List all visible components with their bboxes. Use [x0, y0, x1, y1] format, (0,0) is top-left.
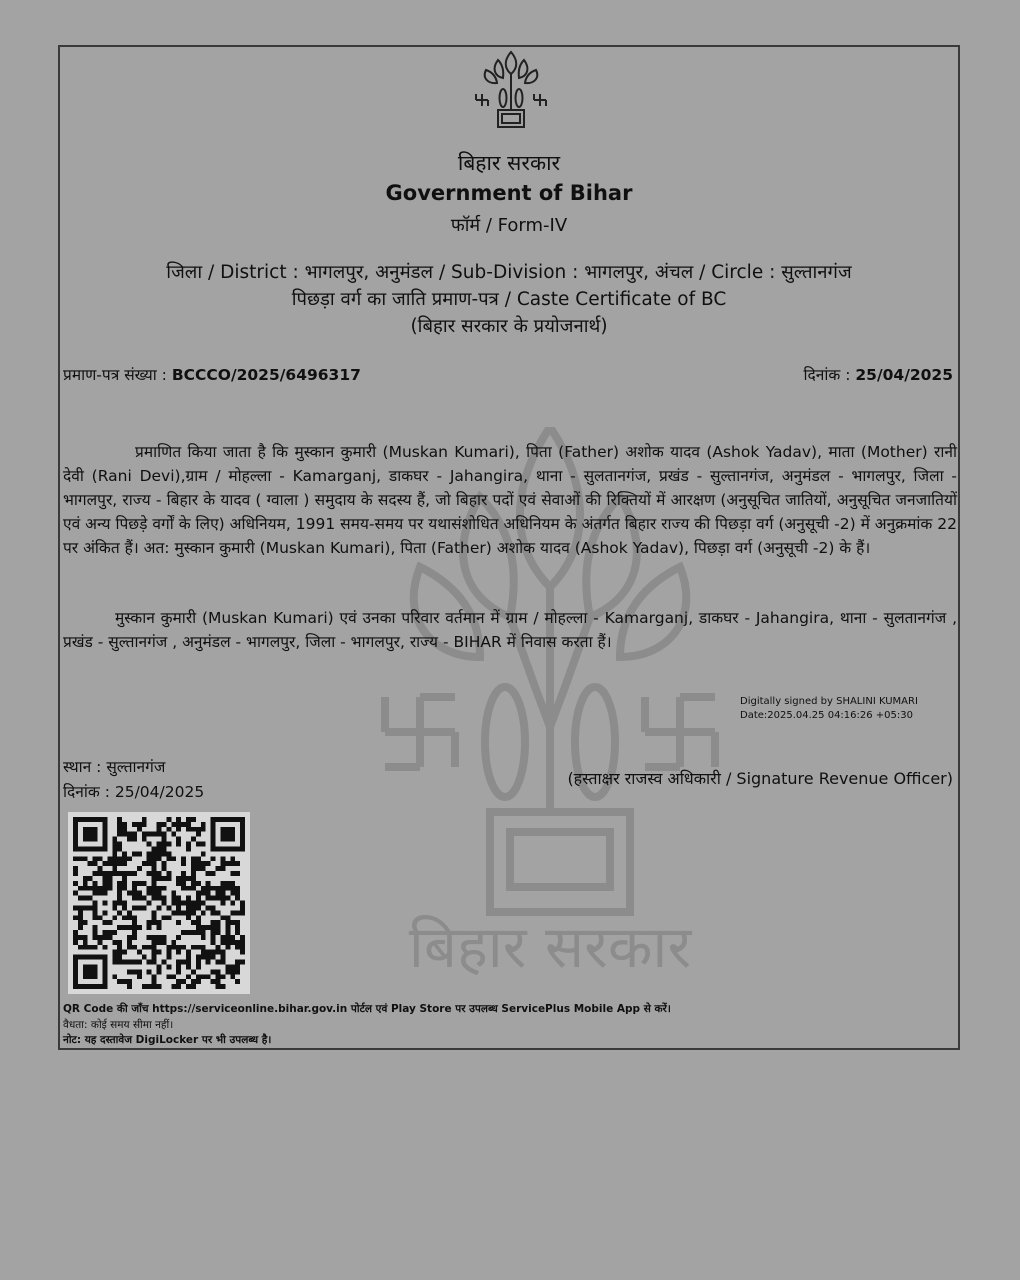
cert-no-label: प्रमाण-पत्र संख्या :: [63, 366, 172, 384]
govt-hindi-title: बिहार सरकार: [457, 151, 561, 175]
digilocker-note: नोट: यह दस्तावेज DigiLocker पर भी उपलब्ध है।: [63, 1034, 272, 1046]
certificate-sheet: [58, 45, 960, 1050]
digital-signature-line1: Digitally signed by SHALINI KUMARI: [740, 696, 918, 707]
certificate-title: पिछड़ा वर्ग का जाति प्रमाण-पत्र / Caste Certificate of BC: [291, 289, 727, 310]
issue-date: [804, 363, 953, 385]
signature-revenue-officer: (हस्ताक्षर राजस्व अधिकारी / Signature Revenue Officer): [567, 769, 953, 788]
cert-no-value: BCCCO/2025/6496317: [171, 366, 361, 384]
issue-date-label: दिनांक :: [803, 366, 856, 384]
certificate-purpose: (बिहार सरकार के प्रयोजनार्थ): [410, 316, 608, 337]
validity-note: वैधता: कोई समय सीमा नहीं।: [63, 1019, 174, 1031]
issue-date-value: 25/04/2025: [855, 366, 953, 384]
certificate-number: [63, 363, 361, 385]
footer-date: दिनांक : 25/04/2025: [63, 783, 205, 801]
svg-text:बिहार सरकार: बिहार सरकार: [408, 913, 692, 981]
govt-english-title: Government of Bihar: [385, 181, 633, 205]
place-of-issue: स्थान : सुल्तानगंज: [63, 758, 166, 776]
certificate-paragraph-1: प्रमाणित किया जाता है कि मुस्कान कुमारी (Muskan Kumari), पिता (Father) अशोक यादव (Ashok Yadav), माता (Mother) रानी देवी (Rani Devi),ग्राम / मोहल्ला - Kamarganj, डाकघर - Jahangira, थाना - सुलतानगंज, प्रखंड - सुल्तानगंज, अनुमंडल - भागलपुर, जिला - भागलपुर, राज्य - बिहार के यादव ( ग्वाला ) समुदाय के सदस्य हैं, जो बिहार पदों एवं सेवाओं की रिक्तियों में आरक्षण (अनुसूचित जातियों, अनुसूचित जनजातियों एवं अन्य पिछड़े वर्गों के लिए) अधिनियम, 1991 समय-समय पर यथासंशोधित अधिनियम के अंतर्गत बिहार राज्य की पिछड़ा वर्ग (अनुसूची -2) में अनुक्रमांक 22 पर अंकित हैं। अत: मुस्कान कुमारी (Muskan Kumari), पिता (Father) अशोक यादव (Ashok Yadav), पिछड़ा वर्ग (अनुसूची -2) के हैं।: [63, 443, 957, 557]
qr-verification-note: QR Code की जाँच https://serviceonline.bihar.gov.in पोर्टल एवं Play Store पर उपलब्ध ServicePlus Mobile App से करें।: [63, 1003, 671, 1015]
location-line: जिला / District : भागलपुर, अनुमंडल / Sub-Division : भागलपुर, अंचल / Circle : सुल्तानगंज: [166, 262, 852, 283]
digital-signature-line2: Date:2025.04.25 04:16:26 +05:30: [740, 710, 913, 721]
form-number: फॉर्म / Form-IV: [450, 215, 568, 236]
bihar-emblem-icon: [470, 50, 552, 130]
certificate-paragraph-2: मुस्कान कुमारी (Muskan Kumari) एवं उनका परिवार वर्तमान में ग्राम / मोहल्ला - Kamarganj, डाकघर - Jahangira, थाना - सुलतानगंज , प्रखंड - सुल्तानगंज , अनुमंडल - भागलपुर, जिला - भागलपुर, राज्य - BIHAR में निवास करता हैं।: [63, 609, 957, 651]
qr-code-icon[interactable]: [68, 812, 250, 994]
